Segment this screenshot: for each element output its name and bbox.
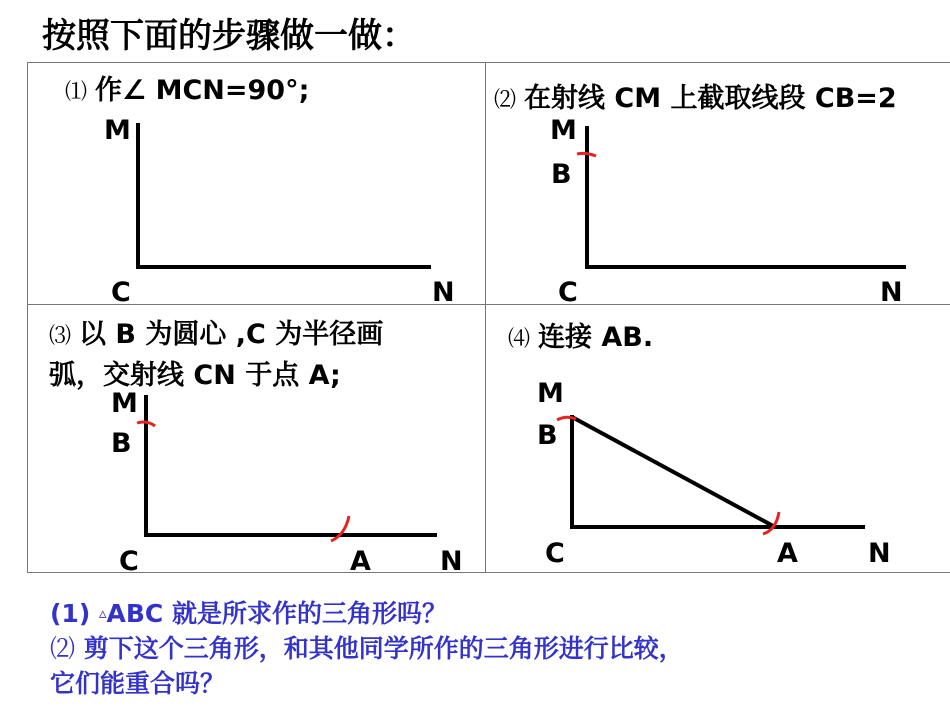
question-1-number: (1) bbox=[50, 599, 91, 628]
question-2-number: ⑵ bbox=[50, 634, 76, 663]
step-4-label: 连接 AB. bbox=[538, 322, 654, 353]
label-m: M bbox=[537, 378, 564, 409]
step-2-label: 在射线 CM 上截取线段 CB=2 bbox=[524, 83, 897, 114]
label-n: N bbox=[880, 277, 903, 308]
question-2 bbox=[50, 631, 684, 666]
label-a: A bbox=[777, 538, 798, 569]
question-1-text: ABC 就是所求作的三角形吗？ bbox=[106, 599, 447, 628]
triangle-symbol: ▵ bbox=[98, 604, 107, 622]
label-c: C bbox=[558, 277, 578, 308]
question-1 bbox=[50, 596, 684, 631]
label-b: B bbox=[551, 159, 572, 190]
label-c: C bbox=[119, 546, 139, 573]
steps-grid bbox=[27, 62, 950, 573]
label-b: B bbox=[111, 428, 132, 459]
arc-mark-b bbox=[557, 417, 576, 420]
step-1-number: ⑴ bbox=[65, 80, 88, 105]
label-c: C bbox=[545, 538, 565, 569]
step-4-number: ⑷ bbox=[508, 327, 531, 352]
step-3-text-line2: 弧，交射线 CN 于点 A; bbox=[49, 360, 341, 391]
step-3-label: 以 B 为圆心 ,C 为半径画 bbox=[79, 319, 384, 350]
label-m: M bbox=[104, 115, 131, 146]
step-3-figure bbox=[27, 305, 487, 573]
step-1-label: 作∠ MCN=90°; bbox=[95, 75, 310, 106]
label-n: N bbox=[868, 538, 891, 569]
step-3-number: ⑶ bbox=[49, 324, 72, 349]
label-a: A bbox=[350, 546, 371, 573]
label-c: C bbox=[111, 277, 131, 308]
questions bbox=[50, 596, 684, 701]
arc-mark-a bbox=[331, 516, 349, 541]
segment-ab bbox=[572, 417, 775, 527]
label-n: N bbox=[440, 546, 463, 573]
label-m: M bbox=[550, 115, 577, 146]
label-b: B bbox=[537, 420, 558, 451]
page-title: 按照下面的步骤做一做： bbox=[42, 16, 416, 56]
label-m: M bbox=[111, 388, 138, 419]
step-1-figure bbox=[27, 62, 487, 307]
question-2-continued: 它们能重合吗？ bbox=[50, 669, 226, 698]
step-2-number: ⑵ bbox=[494, 88, 517, 113]
label-n: N bbox=[432, 277, 455, 308]
question-2-text: 剪下这个三角形，和其他同学所作的三角形进行比较， bbox=[83, 634, 684, 663]
